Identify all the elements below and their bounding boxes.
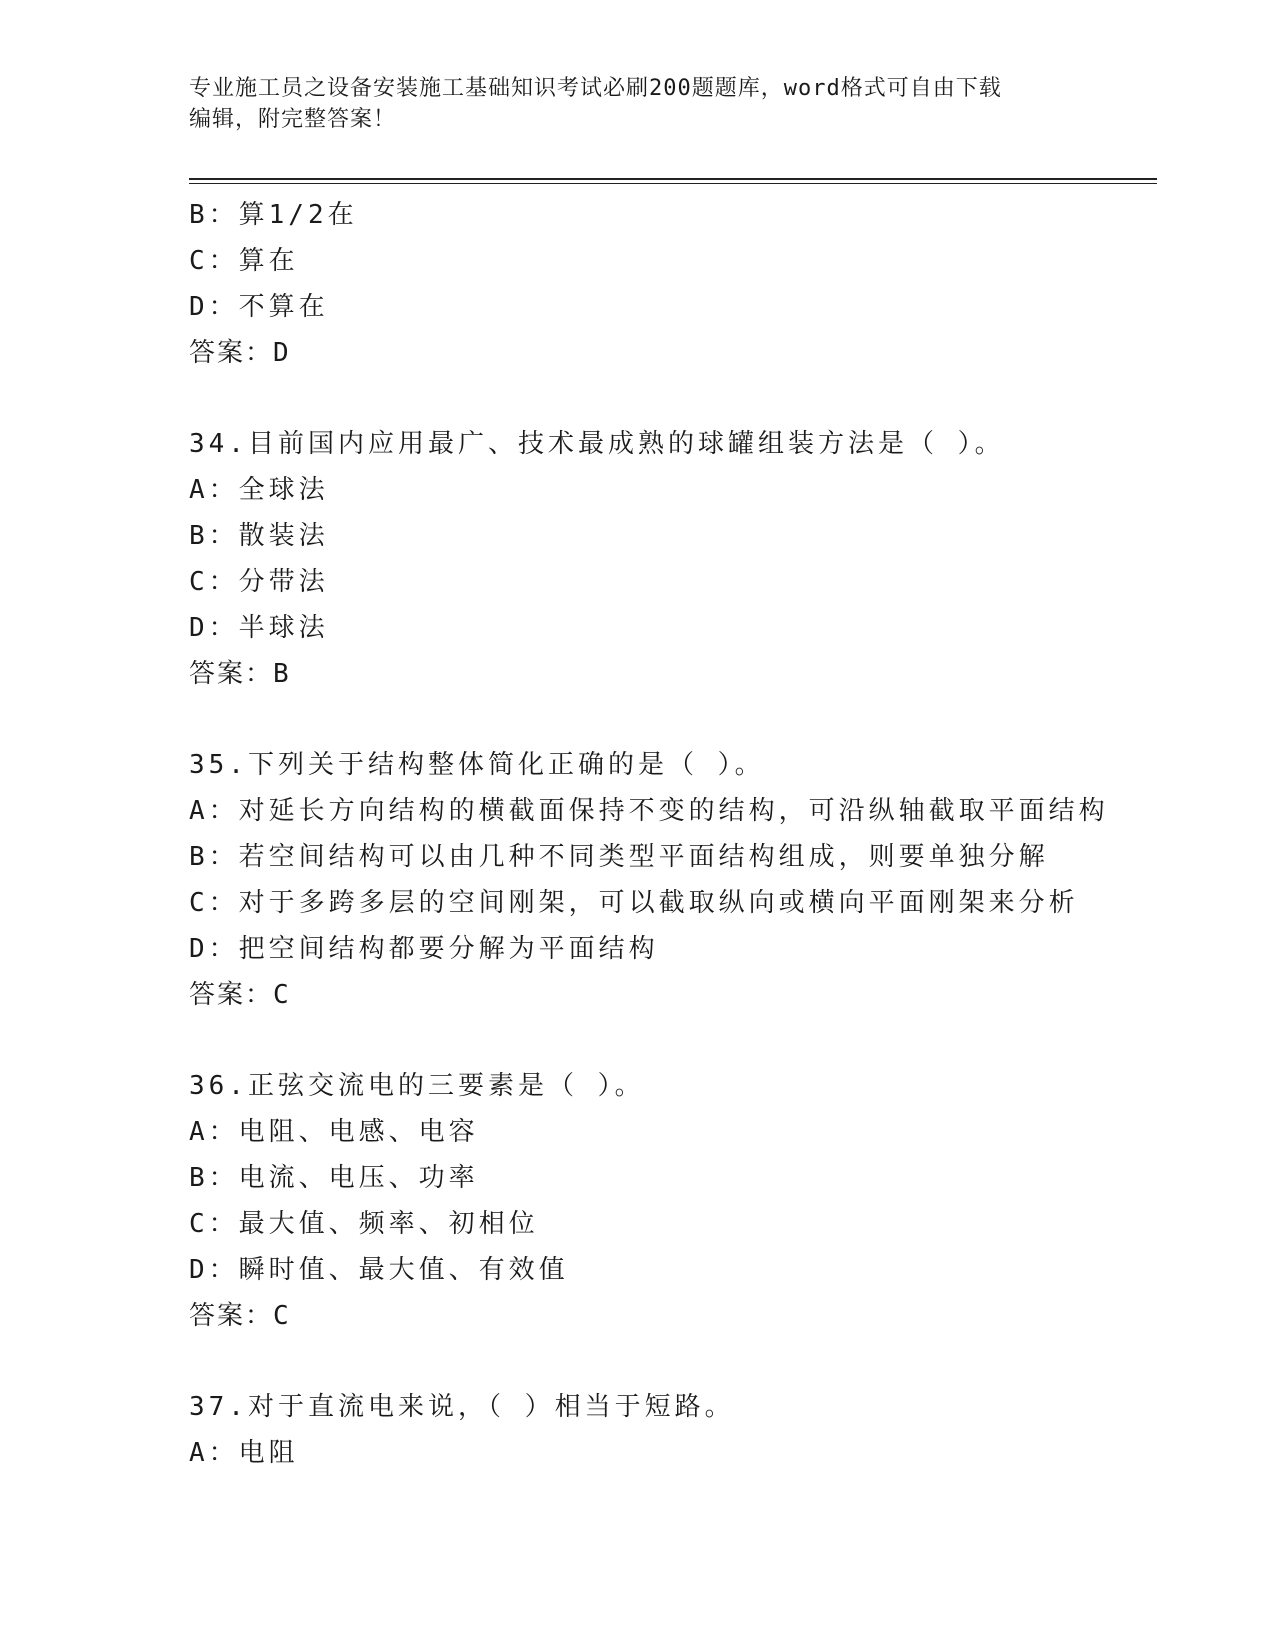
option-a: A：电阻、电感、电容 [189,1117,479,1147]
option-b: B：若空间结构可以由几种不同类型平面结构组成，则要单独分解 [189,842,1049,872]
option-c: C：最大值、频率、初相位 [189,1209,539,1239]
option-d: D：瞬时值、最大值、有效值 [189,1255,569,1285]
question-block-34 [189,421,1149,697]
question-stem: 34.目前国内应用最广、技术最成熟的球罐组装方法是（ ）。 [189,429,1005,459]
spacer [189,1018,1149,1063]
option-c: C：算在 [189,246,299,276]
header-line-2: 编辑，附完整答案！ [189,107,397,132]
answer-line: 答案：C [189,980,291,1010]
option-b: B：散装法 [189,521,329,551]
answer-line: 答案：D [189,338,291,368]
spacer [189,697,1149,742]
option-d: D：把空间结构都要分解为平面结构 [189,934,659,964]
question-stem: 35.下列关于结构整体简化正确的是（ ）。 [189,750,765,780]
option-d: D：不算在 [189,292,329,322]
answer-line: 答案：B [189,659,291,689]
option-d: D：半球法 [189,613,329,643]
option-a: A：对延长方向结构的横截面保持不变的结构，可沿纵轴截取平面结构 [189,796,1109,826]
question-stem: 37.对于直流电来说，（ ）相当于短路。 [189,1392,735,1422]
option-c: C：对于多跨多层的空间刚架，可以截取纵向或横向平面刚架来分析 [189,888,1079,918]
question-block-37 [189,1384,1149,1476]
question-list [189,192,1149,1476]
question-stem: 36.正弦交流电的三要素是（ ）。 [189,1071,645,1101]
answer-line: 答案：C [189,1301,291,1331]
option-b: B：算1/2在 [189,200,358,230]
option-b: B：电流、电压、功率 [189,1163,479,1193]
question-block-33 [189,192,1149,376]
question-block-35 [189,742,1149,1018]
document-header [189,73,1089,135]
header-line-1: 专业施工员之设备安装施工基础知识考试必刷200题题库，word格式可自由下载 [189,76,1002,101]
header-rule-thin [189,183,1157,184]
option-a: A：电阻 [189,1438,299,1468]
option-a: A：全球法 [189,475,329,505]
spacer [189,1339,1149,1384]
option-c: C：分带法 [189,567,329,597]
question-block-36 [189,1063,1149,1339]
spacer [189,376,1149,421]
header-rule-thick [189,178,1157,180]
